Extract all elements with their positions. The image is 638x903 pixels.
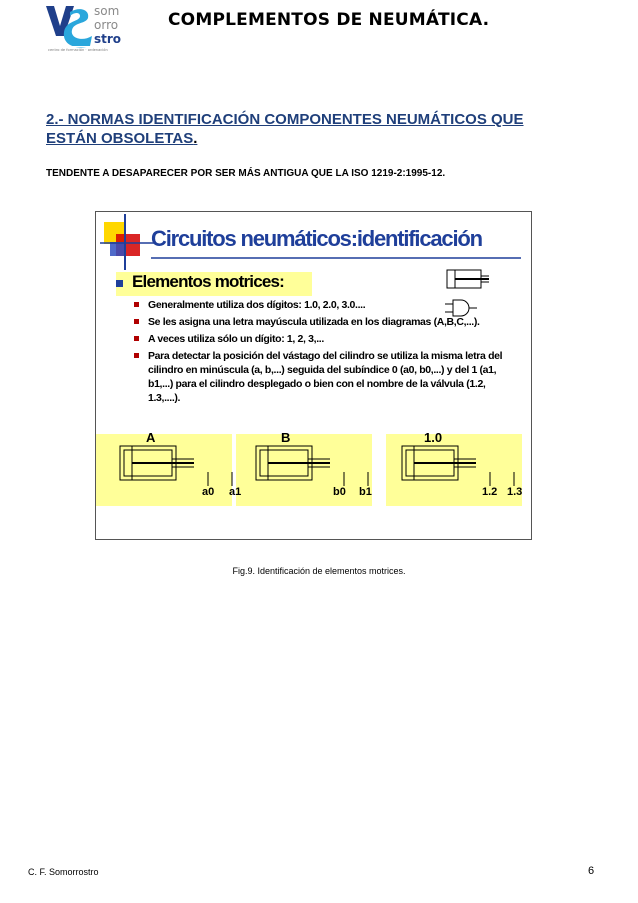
cylinder-c-icon (398, 442, 528, 492)
bullet-item: A veces utiliza sólo un dígito: 1, 2, 3,... (134, 332, 514, 346)
bullet-item: Para detectar la posición del vástago del cilindro se utiliza la misma letra del cilindro en minúscula (a, b,...) seguida del subíndice 0 (a0, b0,...) y del 1 (a1, b1,...) para el cilindro desplegado o bien con el nombre de la válvula (1.2, 1.3,....). (134, 349, 514, 405)
sensor-label-b1: b1 (359, 486, 372, 498)
svg-text:stro: stro (94, 32, 122, 46)
cylinder-b-icon (252, 442, 382, 492)
somorrostro-logo (44, 2, 156, 52)
cylinder-a-icon (116, 442, 246, 492)
sensor-label-1-3: 1.3 (507, 486, 523, 498)
page-header-title: COMPLEMENTOS DE NEUMÁTICA. (168, 10, 490, 30)
figure-caption: Fig.9. Identificación de elementos motrices. (232, 566, 406, 576)
slide-figure (95, 211, 532, 540)
svg-text:orro: orro (94, 18, 119, 32)
sensor-label-b0: b0 (333, 486, 346, 498)
footer-organization: C. F. Somorrostro (28, 867, 99, 877)
cylinder-label-a: A (146, 430, 156, 445)
section-heading-line2: ESTÁN OBSOLETAS (46, 130, 194, 147)
slide-subheading: Elementos motrices: (132, 272, 285, 291)
sensor-label-1-2: 1.2 (482, 486, 498, 498)
section-subtitle: TENDENTE A DESAPARECER POR SER MÁS ANTIGUA QUE LA ISO 1219-2:1995-12. (46, 168, 446, 179)
bullet-item: Generalmente utiliza dos dígitos: 1.0, 2.0, 3.0.... (134, 298, 514, 312)
slide-title: Circuitos neumáticos:identificación (151, 226, 482, 251)
subheading-bullet (116, 280, 123, 287)
sensor-label-a1: a1 (229, 486, 242, 498)
section-heading-dot: . (193, 130, 198, 147)
section-heading (46, 110, 606, 148)
page-number: 6 (588, 865, 595, 877)
svg-text:centro de formación · ordenaci: centro de formación · ordenación (48, 48, 108, 52)
sensor-label-a0: a0 (202, 486, 215, 498)
cylinder-label-b: B (281, 430, 291, 445)
svg-text:som: som (94, 4, 120, 18)
cylinder-label-c: 1.0 (424, 430, 443, 445)
bullet-list (134, 298, 514, 408)
bullet-item: Se les asigna una letra mayúscula utilizada en los diagramas (A,B,C,...). (134, 315, 514, 329)
section-heading-line1: 2.- NORMAS IDENTIFICACIÓN COMPONENTES NEUMÁTICOS QUE (46, 111, 524, 128)
